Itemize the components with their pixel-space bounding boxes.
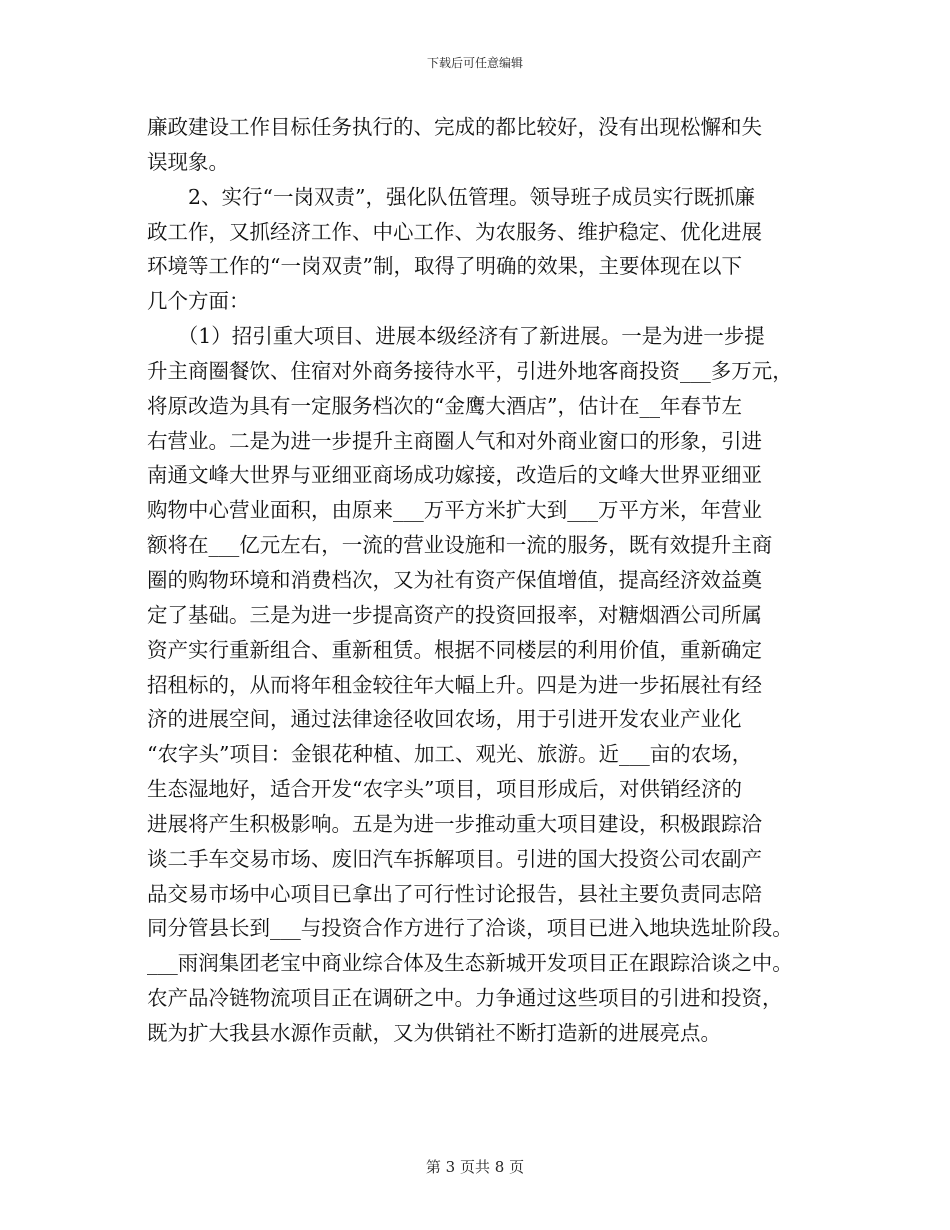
page-footer: 第 3 页共 8 页 <box>425 1158 525 1176</box>
body-text <box>147 110 827 1051</box>
text-line: 误现象。 <box>147 149 229 174</box>
text-line: 购物中心营业面积，由原来___万平方米扩大到___万平方米，年营业 <box>147 498 762 523</box>
text-line: ___雨润集团老宝中商业综合体及生态新城开发项目正在跟踪洽谈之中。 <box>147 951 793 976</box>
text-line: 环境等工作的“一岗双责”制，取得了明确的效果，主要体现在以下 <box>147 254 742 279</box>
text-line: 招租标的，从而将年租金较往年大幅上升。四是为进一步拓展社有经 <box>147 672 762 697</box>
text-line: 廉政建设工作目标任务执行的、完成的都比较好，没有出现松懈和失 <box>147 115 762 139</box>
text-line: 谈二手车交易市场、废旧汽车拆解项目。引进的国大投资公司农副产 <box>147 846 762 871</box>
text-line: （1）招引重大项目、进展本级经济有了新进展。一是为进一步提 <box>147 324 765 349</box>
text-line: 南通文峰大世界与亚细亚商场成功嫁接，改造后的文峰大世界亚细亚 <box>147 463 762 488</box>
text-line: 既为扩大我县水源作贡献，又为供销社不断打造新的进展亮点。 <box>147 1020 721 1045</box>
text-line: 升主商圈餐饮、住宿对外商务接待水平，引进外地客商投资___多万元， <box>147 358 793 383</box>
text-line: 将原改造为具有一定服务档次的“金鹰大酒店”，估计在__年春节左 <box>147 393 742 418</box>
text-line: 圈的购物环境和消费档次，又为社有资产保值增值，提高经济效益奠 <box>147 567 762 592</box>
text-line: 几个方面： <box>147 289 250 314</box>
text-line: 品交易市场中心项目已拿出了可行性讨论报告，县社主要负责同志陪 <box>147 881 762 906</box>
text-line: 进展将产生积极影响。五是为进一步推动重大项目建设，积极跟踪洽 <box>147 811 762 836</box>
text-line: 济的进展空间，通过法律途径收回农场，用于引进开发农业产业化 <box>147 707 742 732</box>
text-line: 生态湿地好，适合开发“农字头”项目，项目形成后，对供销经济的 <box>147 777 742 802</box>
page-header: 下载后可任意编辑 <box>426 56 523 70</box>
text-line: 同分管县长到___与投资合作方进行了洽谈，项目已进入地块选址阶段。 <box>147 916 793 941</box>
text-line: 政工作，又抓经济工作、中心工作、为农服务、维护稳定、优化进展 <box>147 219 762 244</box>
text-line: 农产品冷链物流项目正在调研之中。力争通过这些项目的引进和投资， <box>147 986 783 1011</box>
text-line: 额将在___亿元左右，一流的营业设施和一流的服务，既有效提升主商 <box>147 533 773 558</box>
text-line: 右营业。二是为进一步提升主商圈人气和对外商业窗口的形象，引进 <box>147 428 762 453</box>
text-line: 资产实行重新组合、重新租赁。根据不同楼层的利用价值，重新确定 <box>147 637 762 662</box>
text-line: 2、实行“一岗双责”，强化队伍管理。领导班子成员实行既抓廉 <box>147 184 756 209</box>
text-line: 定了基础。三是为进一步提高资产的投资回报率，对糖烟酒公司所属 <box>147 602 762 627</box>
text-line: “农字头”项目：金银花种植、加工、观光、旅游。近___亩的农场， <box>147 742 753 767</box>
